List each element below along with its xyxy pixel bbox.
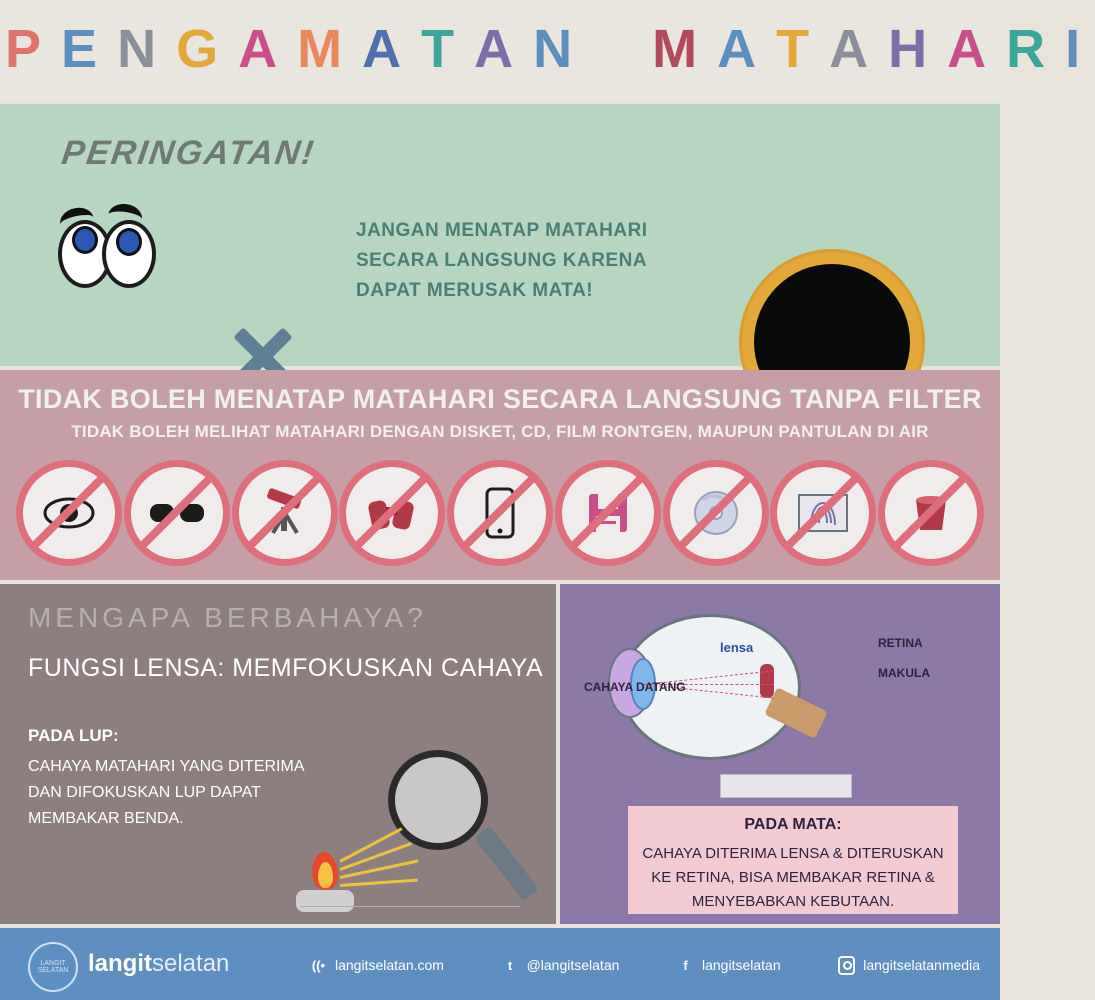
pada-mata-box [628, 806, 958, 914]
forbidden-heading: TIDAK BOLEH MENATAP MATAHARI SECARA LANGSUNG TANPA FILTER [18, 384, 982, 414]
social-link-0[interactable] [310, 957, 444, 974]
social-label: langitselatan.com [335, 957, 444, 973]
title-letter-2: N [117, 19, 167, 79]
brand-bold: langit [88, 950, 152, 977]
social-links [310, 952, 980, 978]
warning-section [0, 104, 1000, 366]
label-makula: MAKULA [878, 666, 930, 680]
title-letter-12: A [717, 19, 767, 79]
xray-film-icon [770, 460, 876, 566]
pada-mata-body: CAHAYA DITERIMA LENSA & DITERUSKAN KE RETINA, BISA MEMBAKAR RETINA & MENYEBABKAN KEBUTAAN. [642, 845, 944, 910]
title-letter-7: T [421, 19, 465, 79]
why-dangerous-section [0, 584, 556, 924]
lup-title-text: PADA LUP [28, 726, 113, 745]
social-label: langitselatan [702, 957, 781, 973]
pada-mata-colon: : [836, 816, 842, 833]
title-letter-4: A [238, 19, 288, 79]
forbidden-section [0, 370, 1000, 580]
brand-logo[interactable] [88, 950, 229, 978]
binoculars-icon [339, 460, 445, 566]
page-title [0, 18, 1091, 80]
brand-thin: selatan [152, 950, 230, 977]
warning-heading: PERINGATAN! [59, 134, 318, 172]
title-letter-5: M [297, 19, 353, 79]
label-lensa: lensa [720, 640, 754, 655]
title-letter-11: M [652, 19, 708, 79]
eyes-icon [58, 202, 168, 297]
seal-logo: LANGIT SELATAN [28, 942, 78, 992]
why-subheading: FUNGSI LENSA: MEMFOKUSKAN CAHAYA [28, 654, 544, 682]
facebook-icon: f [683, 957, 688, 973]
footer [0, 928, 1000, 1000]
title-letter-17: R [1006, 19, 1056, 79]
magnifying-glass-icon [370, 742, 540, 912]
warning-text: JANGAN MENATAP MATAHARI SECARA LANGSUNG KARENA DAPAT MERUSAK MATA! [356, 220, 648, 301]
social-link-2[interactable] [677, 957, 781, 974]
lup-title [28, 726, 119, 746]
why-heading: MENGAPA BERBAHAYA? [28, 602, 427, 633]
title-letter-1: E [61, 19, 108, 79]
telescope-icon [232, 460, 338, 566]
social-link-3[interactable] [838, 957, 980, 974]
forbidden-subheading: TIDAK BOLEH MELIHAT MATAHARI DENGAN DISKET, CD, FILM RONTGEN, MAUPUN PANTULAN DI AIR [71, 422, 929, 441]
title-band [0, 0, 1091, 100]
instagram-icon [838, 957, 855, 974]
title-letter-9: N [533, 19, 583, 79]
title-letter-8: A [474, 19, 524, 79]
title-letter-14: A [829, 19, 879, 79]
forbidden-icon-row [10, 458, 990, 568]
rss-icon: ((• [311, 957, 326, 973]
water-bucket-icon [878, 460, 984, 566]
title-letter-0: P [5, 19, 52, 79]
cd-disc-icon [663, 460, 769, 566]
lup-title-colon: : [113, 726, 119, 745]
social-label: langitselatanmedia [863, 957, 980, 973]
floppy-disk-icon [555, 460, 661, 566]
title-letter-3: G [176, 19, 229, 79]
twitter-icon: t [507, 957, 513, 973]
title-letter-18: I [1065, 19, 1091, 79]
divider [300, 906, 520, 907]
label-retina: RETINA [878, 636, 923, 650]
title-letter-15: H [888, 19, 938, 79]
naked-eye-icon [16, 460, 122, 566]
ruler-graphic [720, 774, 852, 798]
lup-body: CAHAYA MATAHARI YANG DITERIMA DAN DIFOKUSKAN LUP DAPAT MEMBAKAR BENDA. [28, 758, 304, 827]
title-letter-10 [587, 18, 647, 80]
pada-mata-title-text: PADA MATA [744, 816, 837, 833]
title-letter-13: T [776, 19, 820, 79]
sunglasses-icon [124, 460, 230, 566]
smartphone-icon [447, 460, 553, 566]
title-letter-16: A [947, 19, 997, 79]
social-label: @langitselatan [526, 957, 620, 973]
pada-mata-title [628, 816, 958, 834]
social-link-1[interactable] [502, 957, 620, 974]
title-letter-6: A [362, 19, 412, 79]
label-cahaya-datang: CAHAYA DATANG [584, 680, 686, 694]
eye-section [560, 584, 1000, 924]
